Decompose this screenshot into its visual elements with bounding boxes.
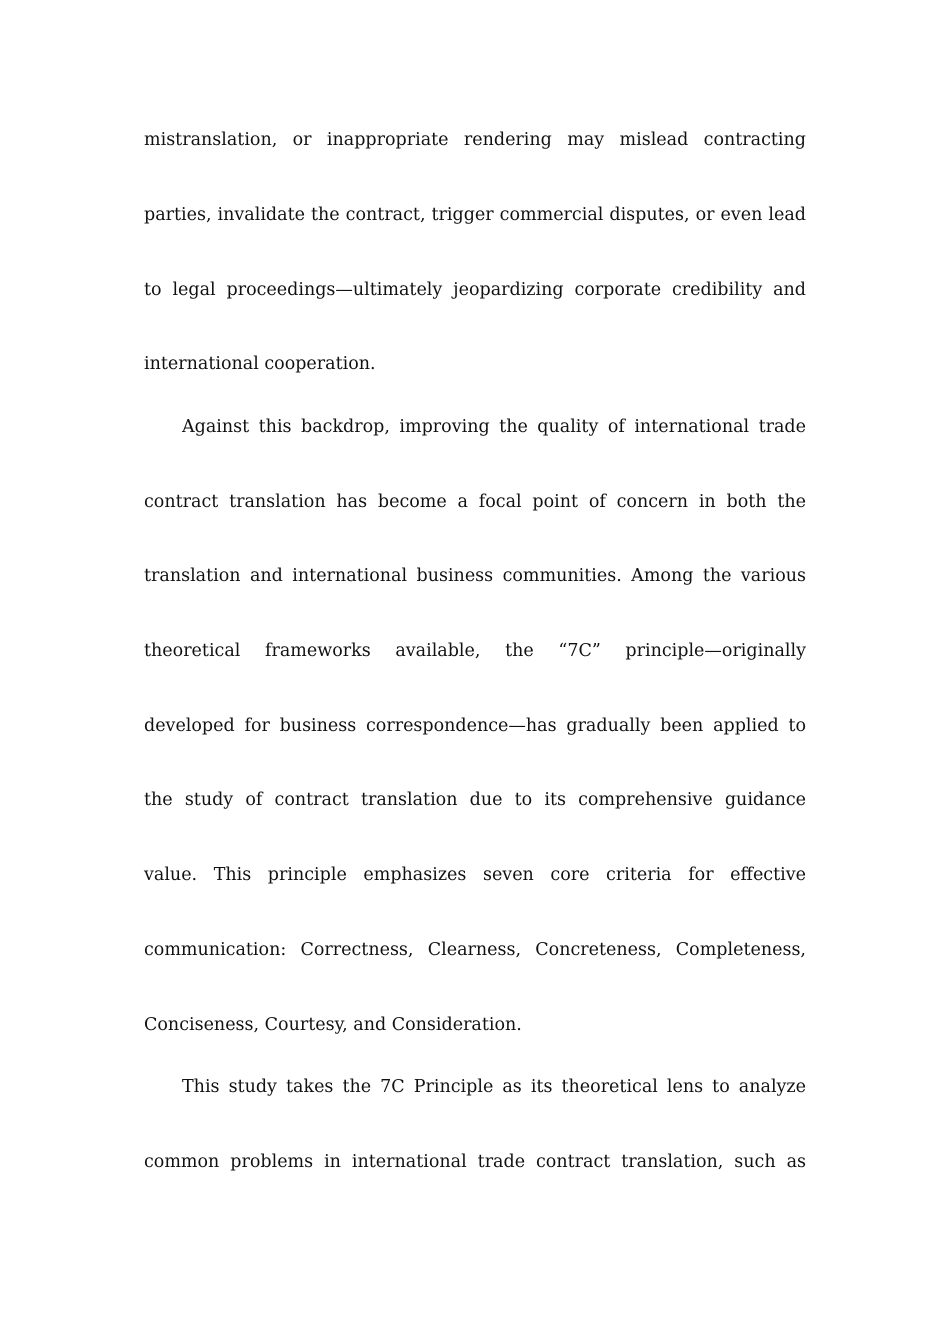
- text-line: common problems in international trade contract translation, such as: [144, 1152, 806, 1172]
- text-line: Against this backdrop, improving the quality of international trade: [182, 417, 806, 437]
- text-line: developed for business correspondence—has gradually been applied to: [144, 716, 806, 736]
- text-line: the study of contract translation due to its comprehensive guidance: [144, 790, 806, 810]
- text-line: communication: Correctness, Clearness, Concreteness, Completeness,: [144, 940, 806, 960]
- text-line: value. This principle emphasizes seven core criteria for effective: [144, 865, 806, 885]
- text-line: international cooperation.: [144, 354, 376, 374]
- text-line: mistranslation, or inappropriate rendering may mislead contracting: [144, 130, 806, 150]
- text-line: Conciseness, Courtesy, and Consideration.: [144, 1015, 522, 1035]
- text-line: to legal proceedings—ultimately jeopardizing corporate credibility and: [144, 280, 806, 300]
- text-line: contract translation has become a focal point of concern in both the: [144, 492, 806, 512]
- text-line: parties, invalidate the contract, trigger commercial disputes, or even lead: [144, 205, 806, 225]
- text-line: theoretical frameworks available, the “7C” principle—originally: [144, 641, 806, 661]
- text-line: translation and international business communities. Among the various: [144, 566, 806, 586]
- text-line: This study takes the 7C Principle as its theoretical lens to analyze: [182, 1077, 806, 1097]
